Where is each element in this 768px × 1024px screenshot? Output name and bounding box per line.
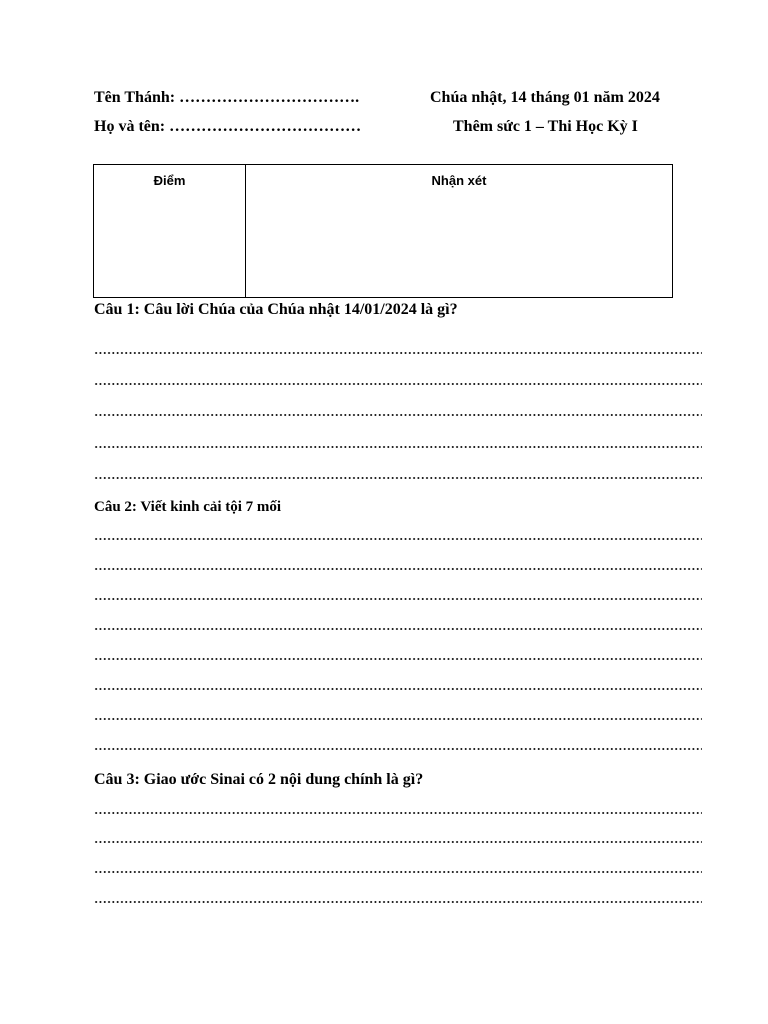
answer-line[interactable]	[94, 414, 702, 416]
student-name-field: Họ và tên: ………………………………	[94, 118, 362, 135]
answer-line[interactable]	[94, 598, 702, 600]
remark-header: Nhận xét	[431, 173, 487, 188]
answer-line[interactable]	[94, 628, 702, 630]
answer-line[interactable]	[94, 538, 702, 540]
score-cell	[94, 165, 246, 297]
answer-line[interactable]	[94, 446, 702, 448]
answer-line[interactable]	[94, 383, 702, 385]
answer-line[interactable]	[94, 352, 702, 354]
answer-line[interactable]	[94, 901, 702, 903]
score-header: Điểm	[153, 173, 186, 188]
question-2: Câu 2: Viết kinh cải tội 7 mối	[94, 499, 282, 515]
answer-line[interactable]	[94, 688, 702, 690]
answer-line[interactable]	[94, 718, 702, 720]
answer-line[interactable]	[94, 871, 702, 873]
answer-line[interactable]	[94, 658, 702, 660]
exam-date: Chúa nhật, 14 tháng 01 năm 2024	[430, 89, 660, 106]
question-3: Câu 3: Giao ước Sinai có 2 nội dung chính là gì?	[94, 771, 424, 788]
question-1: Câu 1: Câu lời Chúa của Chúa nhật 14/01/2024 là gì?	[94, 301, 458, 318]
score-table	[93, 164, 673, 298]
saint-name-field: Tên Thánh: …………………………….	[94, 89, 360, 106]
answer-line[interactable]	[94, 477, 702, 479]
answer-line[interactable]	[94, 841, 702, 843]
answer-line[interactable]	[94, 812, 702, 814]
class-title: Thêm sức 1 – Thi Học Kỳ I	[453, 118, 638, 135]
remark-cell	[246, 165, 672, 297]
answer-line[interactable]	[94, 748, 702, 750]
answer-line[interactable]	[94, 568, 702, 570]
